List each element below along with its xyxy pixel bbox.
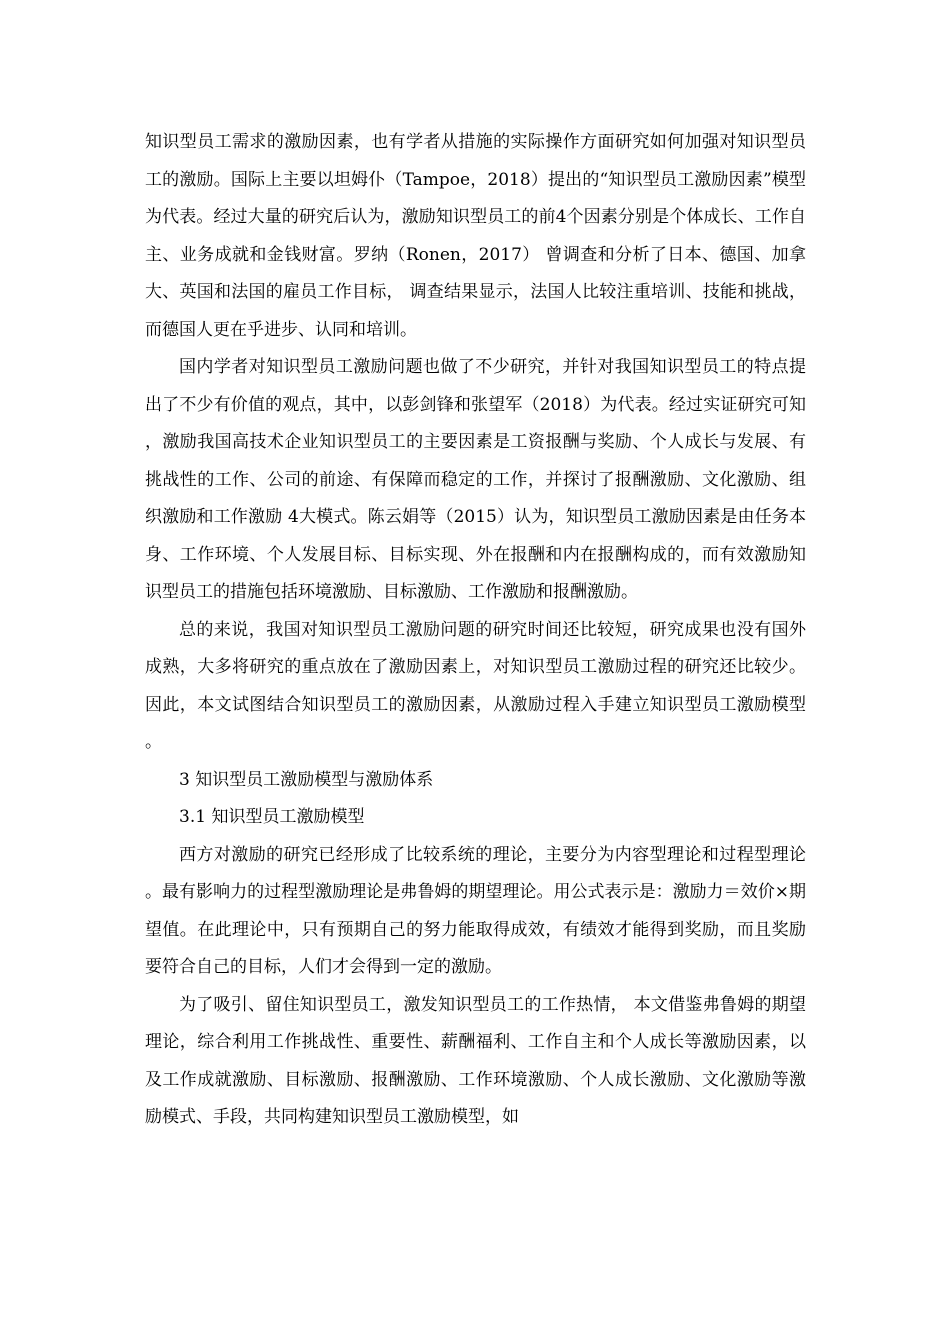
paragraph-summary: 总的来说，我国对知识型员工激励问题的研究时间还比较短，研究成果也没有国外成熟，大多将研究的重点放在了激励因素上，对知识型员工激励过程的研究还比较少。因此，本文试图结合知识型员工的激励因素，从激励过程入手建立知识型员工激励模型。 [145,619,806,752]
paragraph-foreign-research: 知识型员工需求的激励因素，也有学者从措施的实际操作方面研究如何加强对知识型员工的激励。国际上主要以坦姆仆（Tampoe，2018）提出的“知识型员工激励因素”模型为代表。经过大量的研究后认为，激励知识型员工的前4个因素分别是个体成长、工作自主、业务成就和金钱财富。罗纳（Ronen，2017） 曾调查和分析了日本、德国、加拿大、英国和法国的雇员工作目标， 调查结果显示，法国人比较注重培训、技能和挑战，而德国人更在乎进步、认同和培训。 [145,132,806,340]
section-heading-3: 3 知识型员工激励模型与激励体系 [179,769,434,790]
subsection-heading-3-1: 3.1 知识型员工激励模型 [179,807,365,827]
document-body [145,124,806,1137]
paragraph-model-construction: 为了吸引、留住知识型员工，激发知识型员工的工作热情， 本文借鉴弗鲁姆的期望理论，综合利用工作挑战性、重要性、薪酬福利、工作自主和个人成长等激励因素，以及工作成就激励、目标激励、报酬激励、工作环境激励、个人成长激励、文化激励等激励模式、手段，共同构建知识型员工激励模型，如 [145,994,806,1127]
paragraph-domestic-research: 国内学者对知识型员工激励问题也做了不少研究，并针对我国知识型员工的特点提出了不少有价值的观点，其中，以彭剑锋和张望军（2018）为代表。经过实证研究可知，激励我国高技术企业知识型员工的主要因素是工资报酬与奖励、个人成长与发展、有挑战性的工作、公司的前途、有保障而稳定的工作，并探讨了报酬激励、文化激励、组织激励和工作激励 4大模式。陈云娟等（2015）认为，知识型员工激励因素是由任务本身、工作环境、个人发展目标、目标实现、外在报酬和内在报酬构成的，而有效激励知识型员工的措施包括环境激励、目标激励、工作激励和报酬激励。 [145,357,806,602]
paragraph-expectancy-theory: 西方对激励的研究已经形成了比较系统的理论，主要分为内容型理论和过程型理论。最有影响力的过程型激励理论是弗鲁姆的期望理论。用公式表示是：激励力＝效价×期望值。在此理论中，只有预期自己的努力能取得成效，有绩效才能得到奖励，而且奖励要符合自己的目标，人们才会得到一定的激励。 [145,844,806,977]
